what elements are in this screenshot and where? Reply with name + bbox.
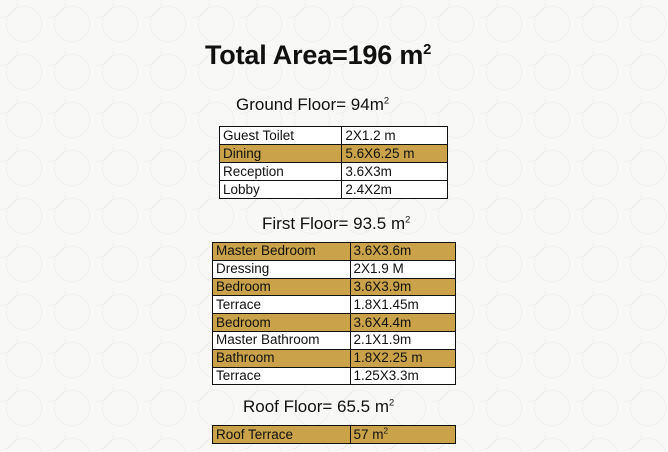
room-size-text: 57 m bbox=[353, 426, 384, 442]
room-size-cell: 1.8X1.45m bbox=[350, 296, 455, 314]
room-size-cell: 1.25X3.3m bbox=[350, 367, 455, 385]
room-name-cell: Lobby bbox=[220, 181, 342, 199]
table-row bbox=[213, 331, 456, 349]
ground-floor-table bbox=[219, 126, 448, 199]
room-name-cell: Bedroom bbox=[213, 278, 351, 296]
table-row bbox=[213, 367, 456, 385]
total-area-title bbox=[205, 40, 431, 71]
table-row bbox=[213, 278, 456, 296]
room-name-cell: Terrace bbox=[213, 367, 351, 385]
table-row bbox=[220, 181, 448, 199]
room-name-cell: Dining bbox=[220, 145, 342, 163]
total-area-text: Total Area=196 m bbox=[205, 40, 424, 70]
roof-floor-heading bbox=[243, 397, 394, 417]
room-size-cell: 2.1X1.9m bbox=[350, 331, 455, 349]
ground-floor-heading-sup: 2 bbox=[383, 95, 390, 106]
table-row bbox=[213, 314, 456, 332]
room-size-cell: 3.6X3.9m bbox=[350, 278, 455, 296]
first-floor-heading bbox=[262, 214, 410, 234]
room-size-cell: 1.8X2.25 m bbox=[350, 349, 455, 367]
roof-floor-table bbox=[212, 425, 456, 444]
room-name-cell: Dressing bbox=[213, 260, 351, 278]
table-row bbox=[213, 349, 456, 367]
room-name-cell: Reception bbox=[220, 163, 342, 181]
room-name-cell: Roof Terrace bbox=[213, 426, 351, 444]
table-row bbox=[213, 426, 456, 444]
room-size-cell: 3.6X3m bbox=[342, 163, 448, 181]
room-name-cell: Terrace bbox=[213, 296, 351, 314]
ground-floor-heading-text: Ground Floor= 94m bbox=[236, 95, 384, 114]
room-size-cell: 5.6X6.25 m bbox=[342, 145, 448, 163]
room-size-cell: 2X1.9 M bbox=[350, 260, 455, 278]
first-floor-heading-text: First Floor= 93.5 m bbox=[262, 214, 406, 233]
table-row bbox=[213, 296, 456, 314]
room-name-cell: Guest Toilet bbox=[220, 127, 342, 145]
table-row bbox=[220, 163, 448, 181]
room-name-cell: Bathroom bbox=[213, 349, 351, 367]
room-name-cell: Bedroom bbox=[213, 314, 351, 332]
room-size-sup: 2 bbox=[383, 426, 389, 435]
room-name-cell: Master Bedroom bbox=[213, 243, 351, 261]
room-size-cell: 3.6X3.6m bbox=[350, 243, 455, 261]
roof-floor-heading-sup: 2 bbox=[389, 397, 395, 408]
total-area-unit-sup: 2 bbox=[423, 42, 432, 58]
room-size-cell: 2.4X2m bbox=[342, 181, 448, 199]
roof-floor-heading-text: Roof Floor= 65.5 m bbox=[243, 397, 389, 416]
room-size-cell: 3.6X4.4m bbox=[350, 314, 455, 332]
table-row bbox=[213, 243, 456, 261]
ground-floor-heading bbox=[236, 95, 389, 115]
room-size-cell: 2X1.2 m bbox=[342, 127, 448, 145]
table-row bbox=[213, 260, 456, 278]
first-floor-heading-sup: 2 bbox=[405, 214, 411, 225]
room-size-cell bbox=[350, 426, 455, 444]
room-name-cell: Master Bathroom bbox=[213, 331, 351, 349]
table-row bbox=[220, 127, 448, 145]
table-row bbox=[220, 145, 448, 163]
first-floor-table bbox=[212, 242, 456, 385]
